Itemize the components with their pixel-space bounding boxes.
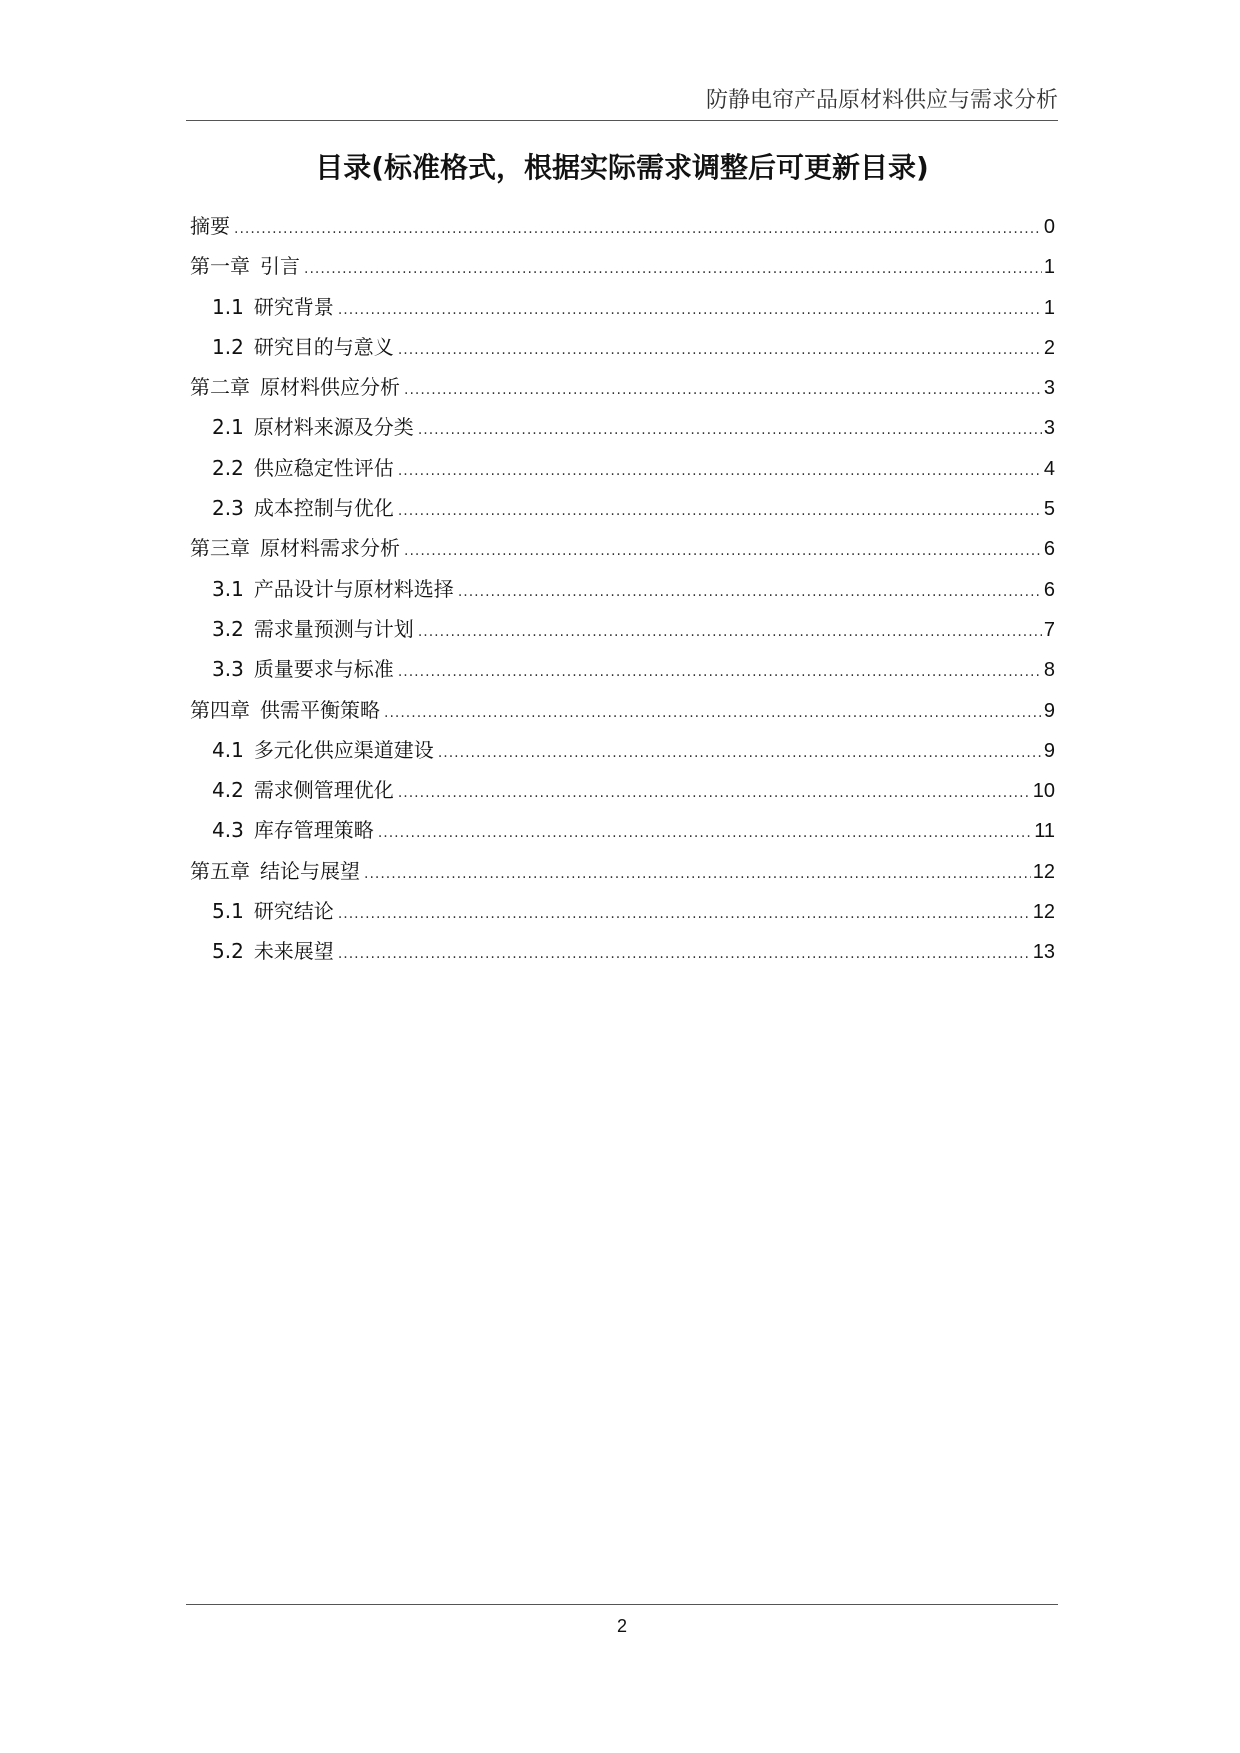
toc-entry[interactable] [190, 730, 1055, 770]
toc-entry-page: 3 [1043, 417, 1055, 440]
toc-entry[interactable] [190, 246, 1055, 286]
toc-dot-leader [338, 894, 1031, 934]
toc-entry[interactable] [190, 528, 1055, 568]
toc-dot-leader [398, 773, 1031, 813]
toc-entry-label: 需求侧管理优化 [253, 778, 394, 803]
toc-dot-leader [234, 209, 1042, 249]
toc-dot-leader [404, 531, 1042, 571]
toc-entry-page: 3 [1043, 377, 1055, 400]
toc-entry-title [212, 488, 398, 528]
toc-entry-title [190, 206, 234, 246]
toc-entry[interactable] [190, 367, 1055, 407]
toc-entry[interactable] [190, 206, 1055, 246]
toc-entry-label: 原材料供应分析 [260, 375, 400, 400]
toc-dot-leader [398, 451, 1042, 491]
toc-entry-number: 2.2 [212, 455, 244, 480]
toc-entry-page: 11 [1034, 820, 1055, 843]
page-footer [186, 1604, 1058, 1635]
toc-entry-label: 引言 [260, 254, 300, 279]
toc-entry-page: 9 [1043, 739, 1055, 762]
toc-entry-number: 3.3 [212, 657, 244, 682]
toc-entry-title [212, 649, 398, 689]
page-header [186, 82, 1058, 121]
toc-entry-title [212, 891, 338, 931]
toc-entry-number: 第五章 [190, 858, 250, 883]
toc-dot-leader [304, 249, 1042, 289]
toc-entry-number: 4.1 [212, 737, 244, 762]
toc-entry-label: 供需平衡策略 [260, 697, 380, 722]
toc-entry-label: 成本控制与优化 [253, 496, 394, 521]
toc-entry[interactable] [190, 690, 1055, 730]
toc-entry-title [190, 367, 404, 407]
toc-entry-title [190, 528, 404, 568]
toc-entry-label: 研究目的与意义 [253, 334, 394, 359]
toc-entry-page: 12 [1032, 860, 1055, 883]
toc-entry-label: 多元化供应渠道建设 [253, 737, 434, 762]
toc-entry[interactable] [190, 649, 1055, 689]
toc-dot-leader [458, 572, 1042, 612]
toc-entry-page: 9 [1043, 699, 1055, 722]
toc-entry-number: 4.2 [212, 778, 244, 803]
toc-entry-label: 摘要 [190, 214, 230, 238]
toc-entry-label: 结论与展望 [260, 858, 360, 883]
toc-entry[interactable] [190, 770, 1055, 810]
toc-entry[interactable] [190, 851, 1055, 891]
toc-entry-title [212, 931, 338, 971]
toc-entry-title [212, 407, 418, 447]
toc-dot-leader [338, 290, 1042, 330]
toc-entry[interactable] [190, 810, 1055, 850]
toc-entry-title [212, 448, 398, 488]
toc-entry-label: 未来展望 [253, 939, 334, 964]
toc-entry-number: 2.1 [212, 415, 244, 440]
toc-dot-leader [398, 652, 1042, 692]
toc-dot-leader [364, 854, 1031, 894]
toc-entry-title [190, 246, 304, 286]
document-title: 防静电帘产品原材料供应与需求分析 [705, 88, 1058, 113]
toc-dot-leader [418, 612, 1042, 652]
toc-title: 目录(标准格式，根据实际需求调整后可更新目录) [315, 151, 929, 184]
toc-entry-page: 13 [1032, 941, 1055, 964]
toc-entry-title [212, 770, 398, 810]
toc-entry-number: 第四章 [190, 697, 250, 722]
toc-entry-number: 3.2 [212, 616, 244, 641]
toc-dot-leader [398, 330, 1042, 370]
toc-entry-label: 产品设计与原材料选择 [253, 576, 454, 601]
toc-entry-number: 1.2 [212, 334, 244, 359]
toc-entry-page: 10 [1032, 780, 1055, 803]
toc-entry-label: 供应稳定性评估 [253, 455, 394, 480]
toc-entry[interactable] [190, 327, 1055, 367]
toc-entry-page: 6 [1043, 578, 1055, 601]
toc-entry-number: 第三章 [190, 536, 250, 561]
toc-entry[interactable] [190, 488, 1055, 528]
toc-entry-label: 库存管理策略 [253, 818, 374, 843]
toc-entry[interactable] [190, 569, 1055, 609]
toc-entry-label: 质量要求与标准 [253, 657, 394, 682]
toc-entry-number: 5.1 [212, 899, 244, 924]
toc-entry-number: 第二章 [190, 375, 250, 400]
toc-entry-number: 1.1 [212, 294, 244, 319]
toc-entry[interactable] [190, 891, 1055, 931]
toc-entry-number: 5.2 [212, 939, 244, 964]
toc-entry-number: 2.3 [212, 496, 244, 521]
toc-entry-number: 第一章 [190, 254, 250, 279]
toc-entry-page: 1 [1043, 296, 1055, 319]
toc-entry-page: 7 [1043, 618, 1055, 641]
toc-entry-title [212, 287, 338, 327]
toc-entry-page: 1 [1043, 256, 1055, 279]
toc-dot-leader [438, 733, 1042, 773]
toc-entry-title [212, 569, 458, 609]
toc-entry-title [190, 690, 384, 730]
toc-entry[interactable] [190, 609, 1055, 649]
toc-entry-label: 需求量预测与计划 [253, 616, 414, 641]
toc-entry-number: 3.1 [212, 576, 244, 601]
toc-entry-page: 0 [1043, 216, 1055, 238]
toc-dot-leader [404, 370, 1042, 410]
toc-entry-title [212, 609, 418, 649]
toc-entry[interactable] [190, 407, 1055, 447]
toc-entry-page: 12 [1032, 901, 1055, 924]
toc-entry-page: 8 [1043, 659, 1055, 682]
toc-entry[interactable] [190, 931, 1055, 971]
toc-entry[interactable] [190, 287, 1055, 327]
toc-entry-label: 原材料需求分析 [260, 536, 400, 561]
toc-entry-title [212, 810, 378, 850]
toc-dot-leader [338, 934, 1031, 974]
toc-dot-leader [398, 491, 1042, 531]
toc-entry-label: 原材料来源及分类 [253, 415, 414, 440]
toc-entry-page: 6 [1043, 538, 1055, 561]
toc-dot-leader [384, 693, 1042, 733]
toc-entry-label: 研究结论 [253, 899, 334, 924]
toc-entry-label: 研究背景 [253, 294, 334, 319]
toc-entry-page: 5 [1043, 498, 1055, 521]
table-of-contents [190, 206, 1055, 972]
toc-entry[interactable] [190, 448, 1055, 488]
toc-entry-page: 2 [1043, 336, 1055, 359]
page-number: 2 [616, 1616, 627, 1636]
toc-entry-title [212, 730, 438, 770]
toc-dot-leader [418, 410, 1042, 450]
toc-dot-leader [378, 813, 1032, 853]
toc-entry-title [212, 327, 398, 367]
toc-entry-title [190, 851, 364, 891]
toc-entry-page: 4 [1043, 457, 1055, 480]
toc-entry-number: 4.3 [212, 818, 244, 843]
